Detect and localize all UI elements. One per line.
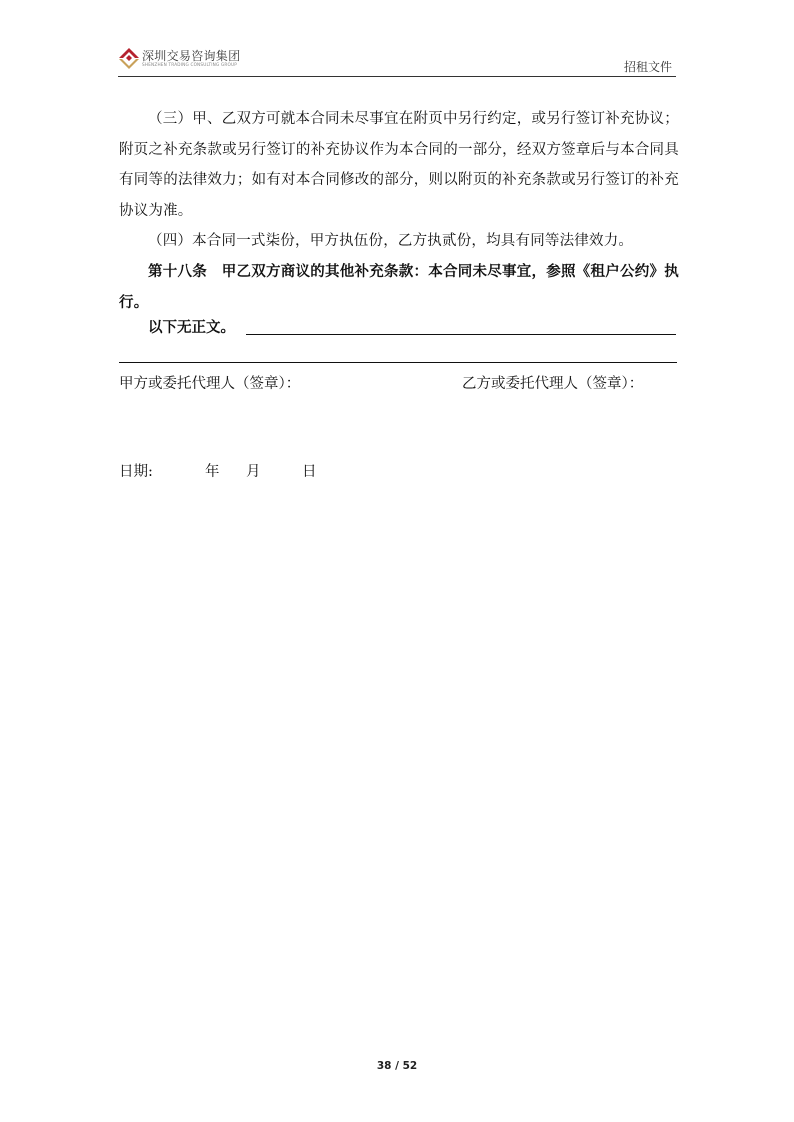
page-header bbox=[118, 40, 676, 77]
date-label: 日期: bbox=[119, 464, 153, 480]
party-b-signature-label: 乙方或委托代理人（签章）： bbox=[462, 376, 644, 392]
end-of-text-note: 以下无正文。 bbox=[148, 320, 235, 336]
logo-english-name: SHENZHEN TRADING CONSULTING GROUP bbox=[142, 62, 238, 67]
blank-underline bbox=[246, 334, 676, 335]
party-a-signature-label: 甲方或委托代理人（签章）： bbox=[119, 376, 301, 392]
logo-mark-icon bbox=[118, 47, 140, 69]
date-month: 月 bbox=[246, 464, 261, 480]
article-18: 第十八条 甲乙双方商议的其他补充条款：本合同未尽事宜，参照《租户公约》执行。 bbox=[119, 264, 679, 311]
date-day: 日 bbox=[302, 464, 317, 480]
logo-chinese-name: 深圳交易咨询集团 bbox=[142, 49, 241, 63]
document-type-label: 招租文件 bbox=[623, 60, 672, 74]
section-divider bbox=[119, 362, 677, 363]
date-year: 年 bbox=[205, 464, 220, 480]
clause-paragraph-3: （三）甲、乙双方可就本合同未尽事宜在附页中另行约定，或另行签订补充协议；附页之补充条款或另行签订的补充协议作为本合同的一部分，经双方签章后与本合同具有同等的法律效力；如有对本合同修改的部分，则以附页的补充条款或另行签订的补充协议为准。 bbox=[119, 111, 679, 219]
company-logo bbox=[118, 42, 241, 74]
clause-paragraph-4: （四）本合同一式柒份，甲方执伍份，乙方执贰份，均具有同等法律效力。 bbox=[148, 233, 634, 249]
page-number: 38 / 52 bbox=[376, 1060, 418, 1072]
